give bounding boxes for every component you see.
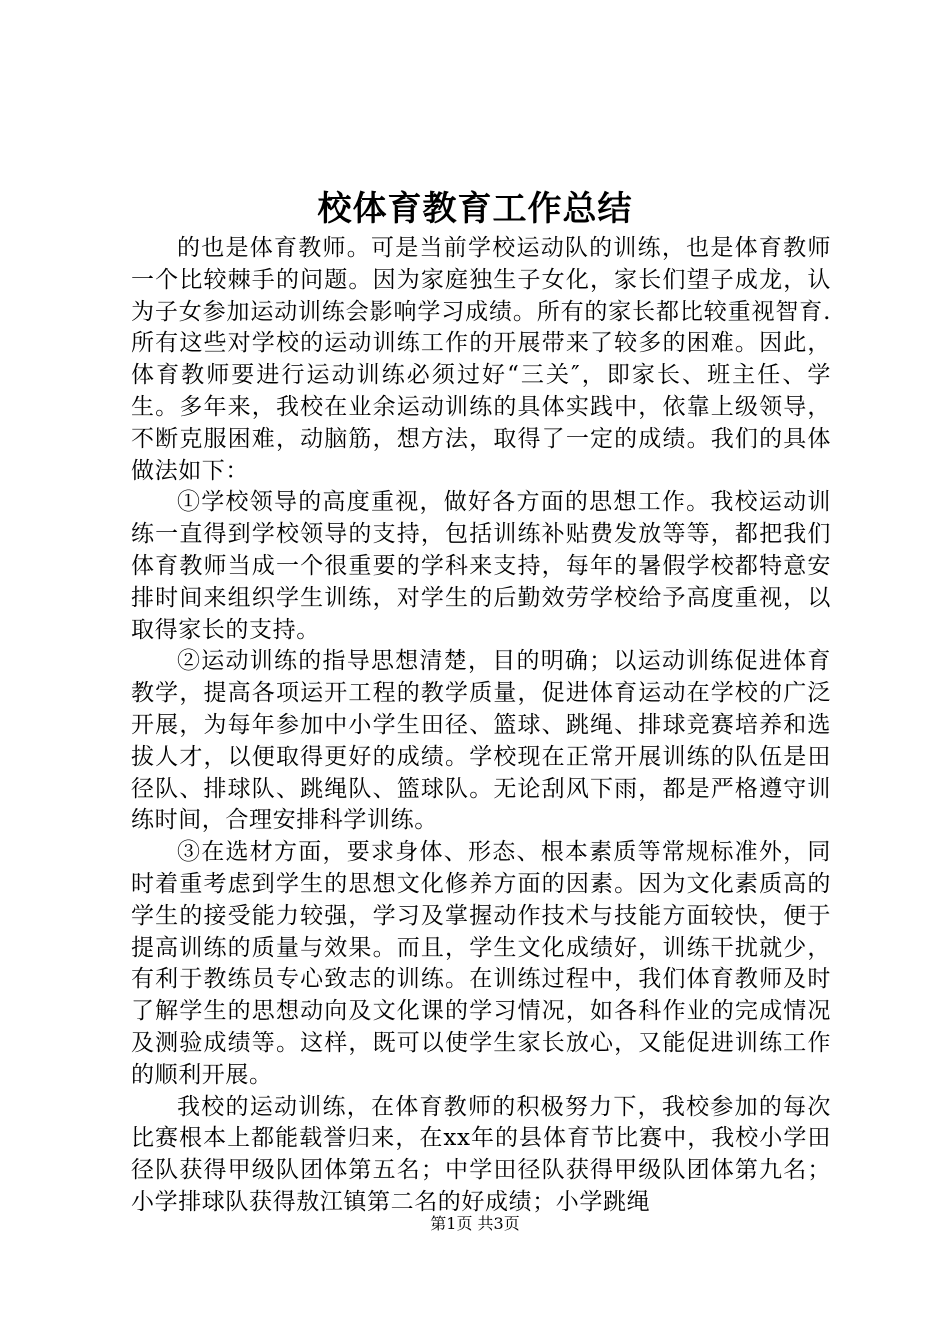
paragraph-point-2: ②运动训练的指导思想清楚，目的明确；以运动训练促进体育教学，提高各项运开工程的教学质量，促进体育运动在学校的广泛开展，为每年参加中小学生田径、篮球、跳绳、排球竞赛培养和选拔人才，以便取得更好的成绩。学校现在正常开展训练的队伍是田径队、排球队、跳绳队、篮球队。无论刮风下雨，都是严格遵守训练时间，合理安排科学训练。 — [131, 648, 831, 834]
document-title: 校体育教育工作总结 — [317, 189, 633, 229]
paragraph-point-1: ①学校领导的高度重视，做好各方面的思想工作。我校运动训练一直得到学校领导的支持，包括训练补贴费发放等等，都把我们体育教师当成一个很重要的学科来支持，每年的暑假学校都特意安排时间来组织学生训练，对学生的后勤效劳学校给予高度重视，以取得家长的支持。 — [131, 489, 831, 643]
paragraph-point-3: ③在选材方面，要求身体、形态、根本素质等常规标准外，同时着重考虑到学生的思想文化修养方面的因素。因为文化素质高的学生的接受能力较强，学习及掌握动作技术与技能方面较快，便于提高训练的质量与效果。而且，学生文化成绩好，训练干扰就少，有利于教练员专心致志的训练。在训练过程中，我们体育教师及时了解学生的思想动向及文化课的学习情况，如各科作业的完成情况及测验成绩等。这样，既可以使学生家长放心，又能促进训练工作的顺利开展。 — [131, 839, 831, 1088]
paragraph-results: 我校的运动训练，在体育教师的积极努力下，我校参加的每次比赛根本上都能载誉归来，在xx年的县体育节比赛中，我校小学田径队获得甲级队团体第五名；中学田径队获得甲级队团体第九名；小学排球队获得敖江镇第二名的好成绩；小学跳绳 — [131, 1093, 831, 1215]
paragraph-intro: 的也是体育教师。可是当前学校运动队的训练，也是体育教师一个比较棘手的问题。因为家庭独生子女化，家长们望子成龙，认为子女参加运动训练会影响学习成绩。所有的家长都比较重视智育.所有这些对学校的运动训练工作的开展带来了较多的困难。因此，体育教师要进行运动训练必须过好“三关″，即家长、班主任、学生。多年来，我校在业余运动训练的具体实践中，依靠上级领导，不断克服困难，动脑筋，想方法，取得了一定的成绩。我们的具体做法如下： — [131, 235, 831, 484]
document-body — [131, 233, 831, 1219]
page-number: 第1页 共3页 — [430, 1214, 520, 1233]
